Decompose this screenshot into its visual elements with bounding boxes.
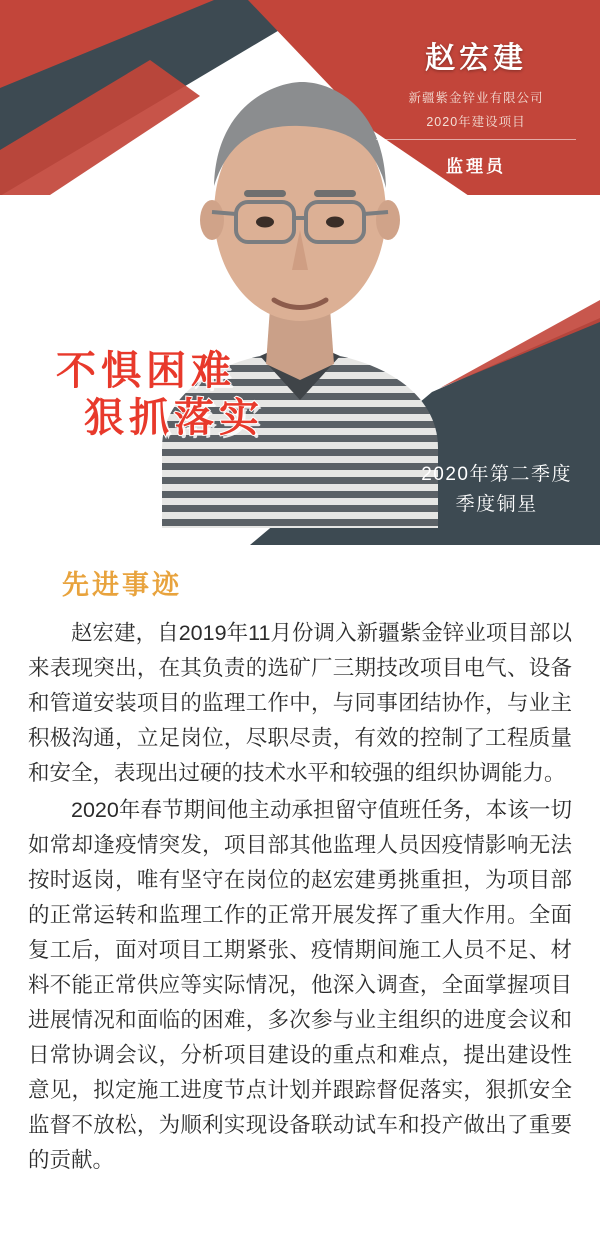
person-role: 监理员: [446, 157, 506, 176]
hero-banner: [0, 0, 600, 545]
slogan-block: [56, 348, 264, 442]
person-name: 赵宏建: [425, 42, 527, 75]
section-title: 先进事迹: [62, 570, 182, 600]
slogan-line-1: 不惧困难: [56, 349, 236, 393]
article-paragraph: 2020年春节期间他主动承担留守值班任务，本该一切如常却逢疫情突发，项目部其他监理人员因疫情影响无法按时返岗，唯有坚守在岗位的赵宏建勇挑重担，为项目部的正常运转和监理工作的正常开展发挥了重大作用。全面复工后，面对项目工期紧张、疫情期间施工人员不足、材料不能正常供应等实际情况，他深入调查，全面掌握项目进展情况和面临的困难，多次参与业主组织的进度会议和日常协调会议，分析项目建设的重点和难点，提出建设性意见，拟定施工进度节点计划并跟踪督促落实，狠抓安全监督不放松，为顺利实现设备联动试车和投产做出了重要的贡献。: [28, 798, 572, 1173]
person-info-block: [376, 42, 576, 177]
project-name: 2020年建设项目: [376, 112, 576, 140]
award-block: [421, 460, 572, 519]
award-period: 2020年第二季度: [421, 464, 572, 486]
slogan-line-2: 狠抓落实: [84, 396, 264, 441]
article-paragraph: 赵宏建，自2019年11月份调入新疆紫金锌业项目部以来表现突出，在其负责的选矿厂三期技改项目电气、设备和管道安装项目的监理工作中，与同事团结协作，与业主积极沟通，立足岗位，尽职尽责，有效的控制了工程质量和安全，表现出过硬的技术水平和较强的组织协调能力。: [28, 621, 572, 786]
article-section: [0, 545, 600, 1199]
award-title: 季度铜星: [455, 493, 538, 515]
company-name: 新疆紫金锌业有限公司: [408, 91, 544, 105]
